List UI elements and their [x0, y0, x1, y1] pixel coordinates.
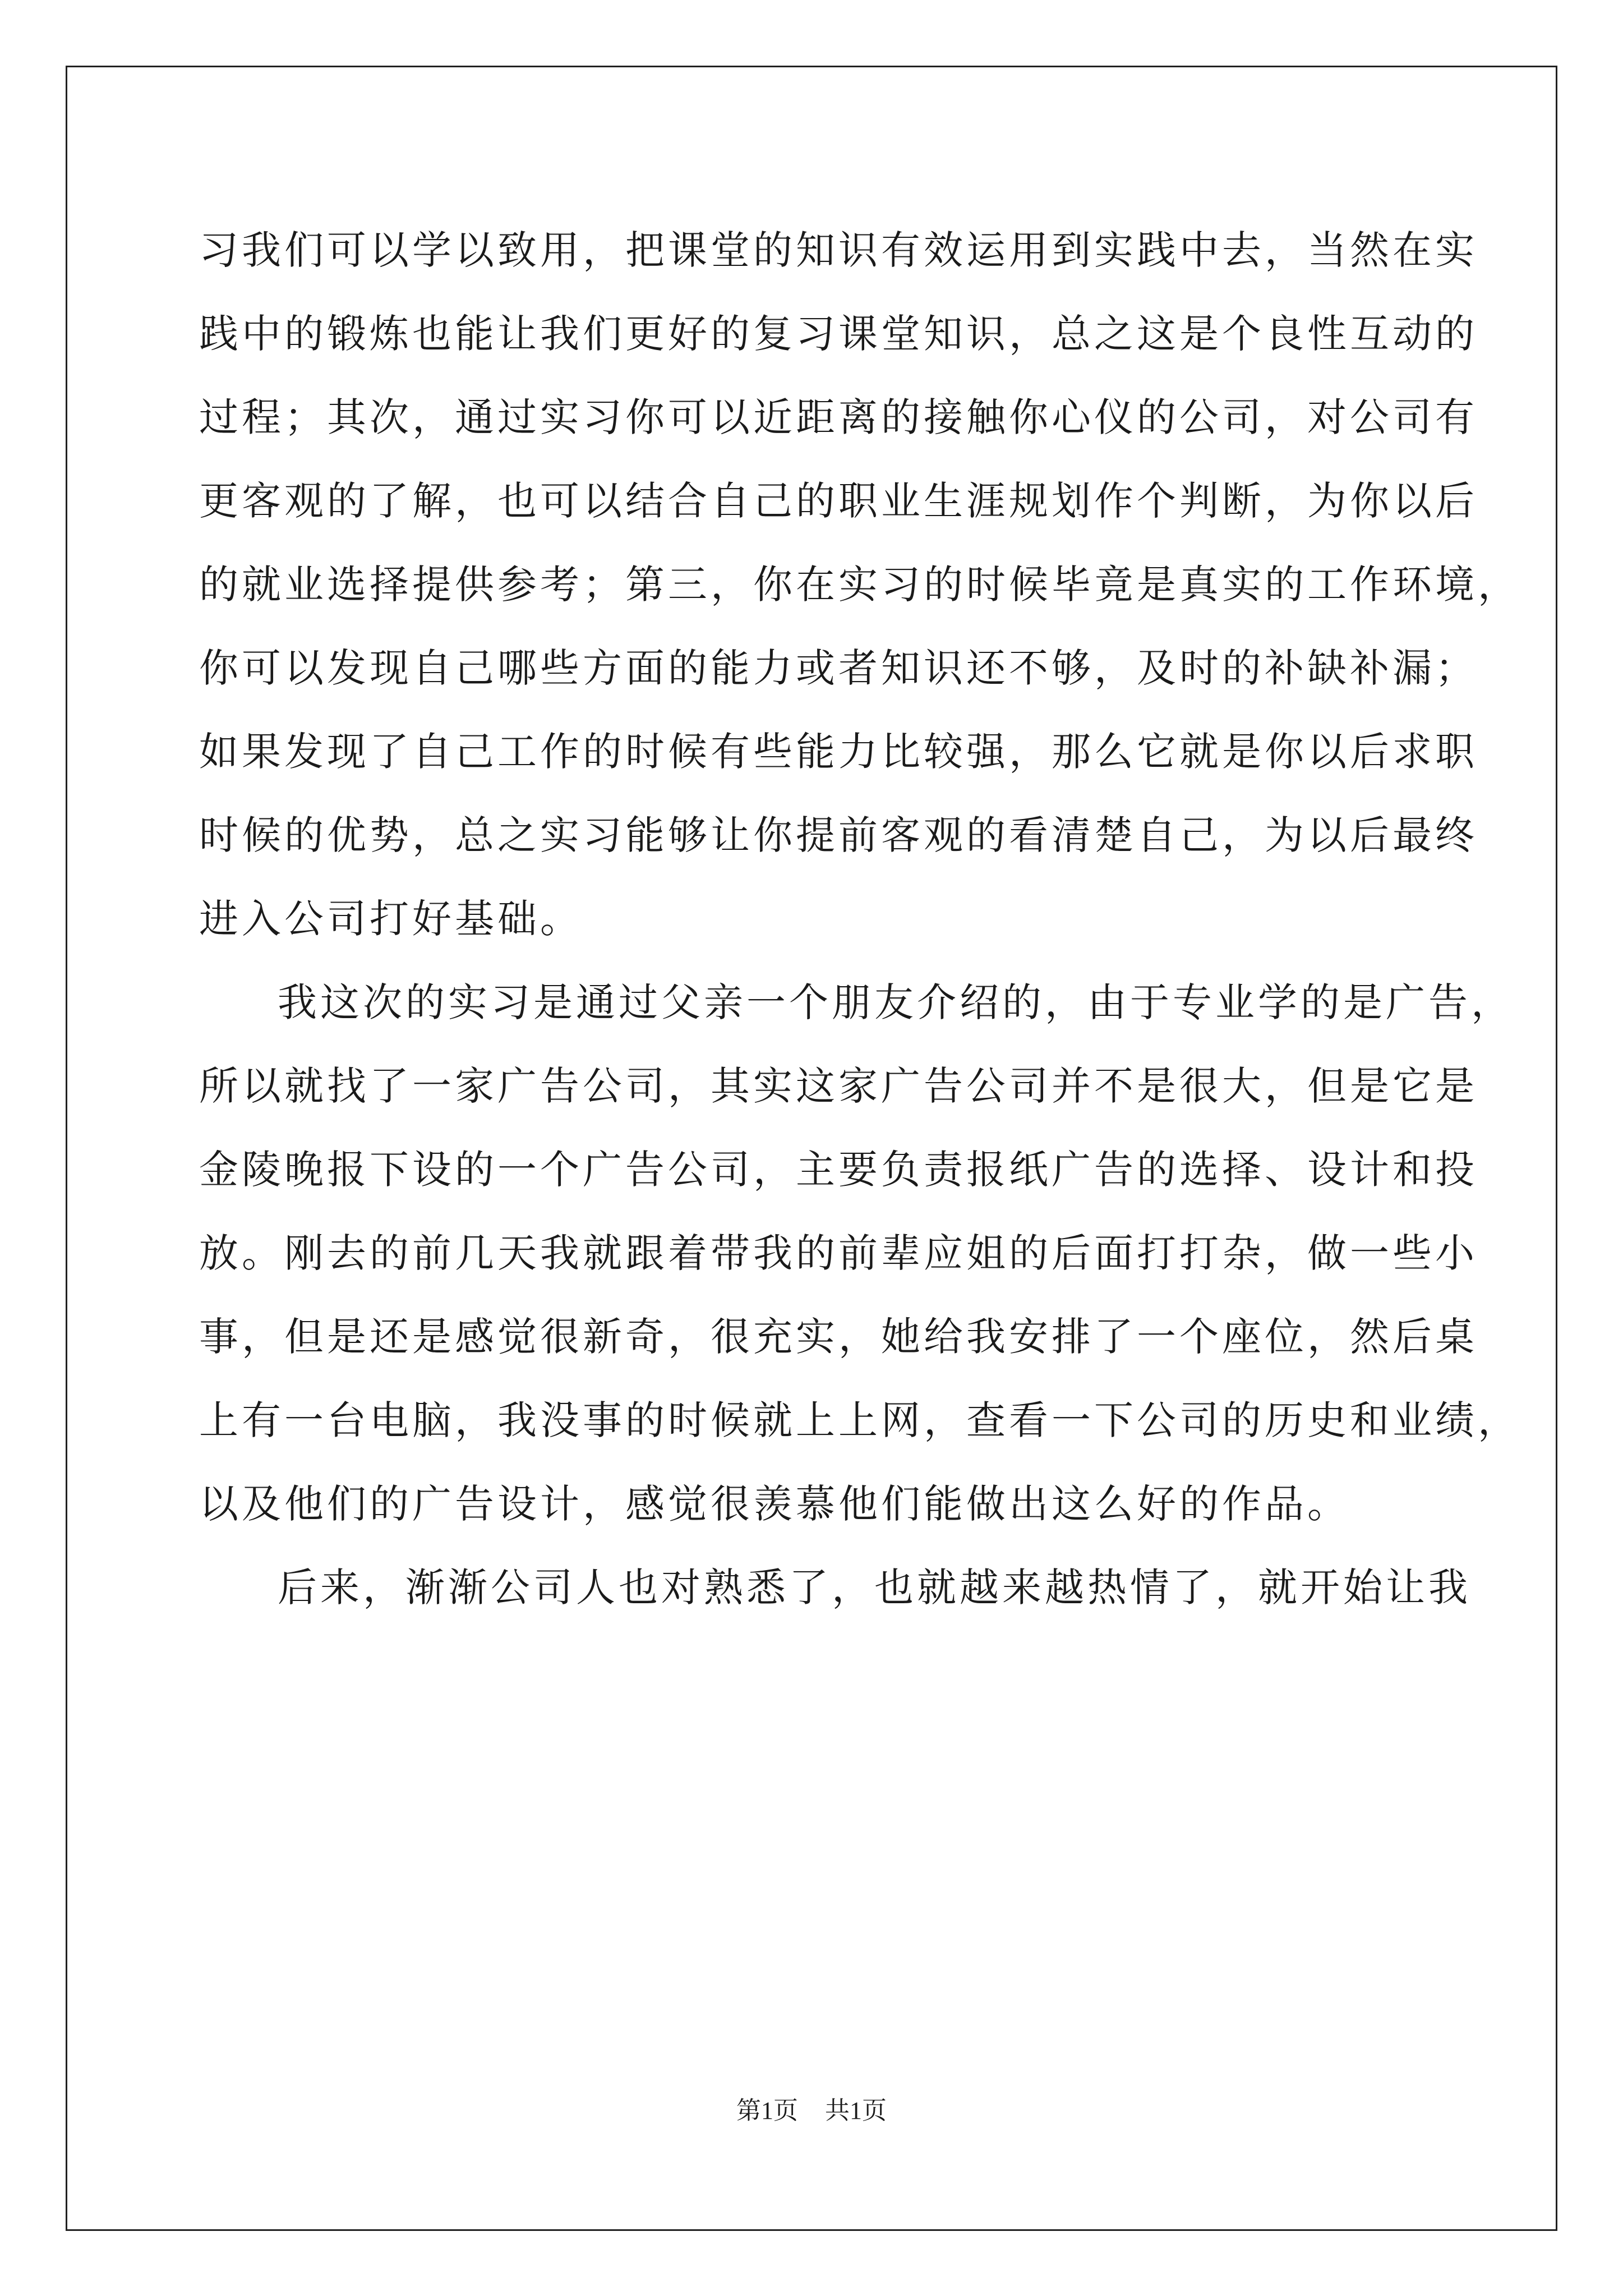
body-line: 习我们可以学以致用，把课堂的知识有效运用到实践中去，当然在实 — [199, 227, 1478, 273]
body-line: 更客观的了解，也可以结合自己的职业生涯规划作个判断，为你以后 — [199, 478, 1478, 524]
body-line: 上有一台电脑，我没事的时候就上上网，查看一下公司的历史和业绩， — [199, 1397, 1520, 1443]
body-line: 进入公司打好基础。 — [199, 896, 583, 942]
paragraph-first-line: 后来，渐渐公司人也对熟悉了，也就越来越热情了，就开始让我 — [278, 1565, 1471, 1611]
paragraph-first-line: 我这次的实习是通过父亲一个朋友介绍的，由于专业学的是广告， — [278, 979, 1514, 1025]
body-line: 以及他们的广告设计，感觉很羡慕他们能做出这么好的作品。 — [199, 1481, 1350, 1527]
page-footer — [0, 2094, 1623, 2128]
body-line: 金陵晚报下设的一个广告公司，主要负责报纸广告的选择、设计和投 — [199, 1147, 1478, 1193]
body-line: 你可以发现自己哪些方面的能力或者知识还不够，及时的补缺补漏； — [199, 645, 1478, 691]
document-body — [199, 209, 1520, 1630]
body-line: 的就业选择提供参考；第三，你在实习的时候毕竟是真实的工作环境， — [199, 562, 1520, 608]
body-line: 时候的优势，总之实习能够让你提前客观的看清楚自己，为以后最终 — [199, 812, 1478, 858]
body-line: 过程；其次，通过实习你可以近距离的接触你心仪的公司，对公司有 — [199, 394, 1478, 440]
body-line: 践中的锻炼也能让我们更好的复习课堂知识，总之这是个良性互动的 — [199, 311, 1478, 357]
page-total: 共1页 — [825, 2097, 887, 2124]
body-line: 所以就找了一家广告公司，其实这家广告公司并不是很大，但是它是 — [199, 1063, 1478, 1109]
body-line: 如果发现了自己工作的时候有些能力比较强，那么它就是你以后求职 — [199, 729, 1478, 775]
page-number: 第1页 — [736, 2097, 798, 2124]
body-line: 放。刚去的前几天我就跟着带我的前辈应姐的后面打打杂，做一些小 — [199, 1230, 1478, 1276]
body-line: 事，但是还是感觉很新奇，很充实，她给我安排了一个座位，然后桌 — [199, 1314, 1478, 1360]
